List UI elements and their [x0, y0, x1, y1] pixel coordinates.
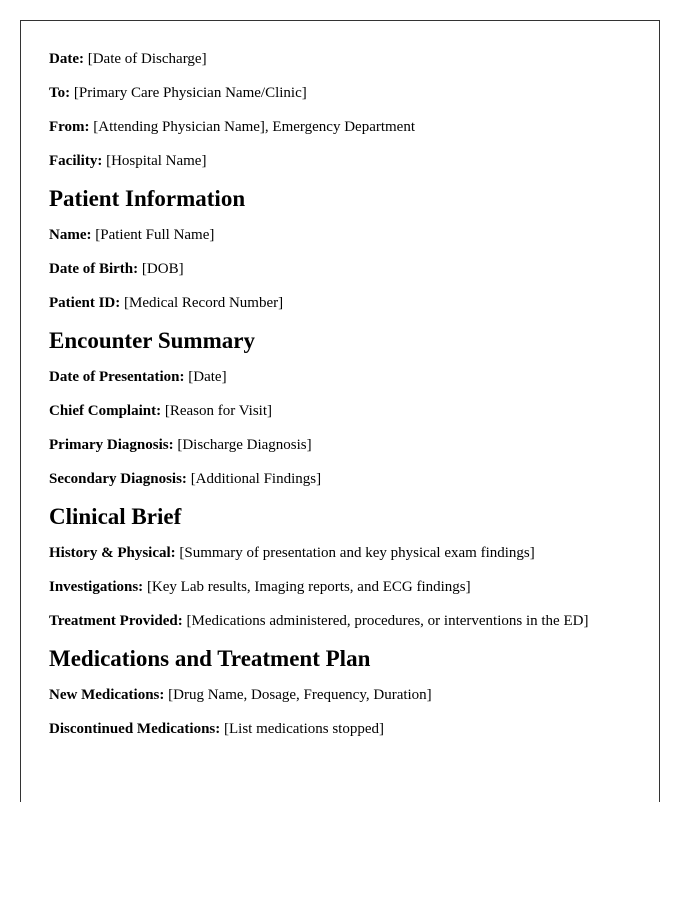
history-physical-field [49, 543, 631, 563]
from-label: From: [49, 119, 90, 135]
facility-value: [Hospital Name] [106, 153, 207, 169]
encounter-summary-heading: Encounter Summary [49, 328, 255, 353]
facility-label: Facility: [49, 153, 103, 169]
from-field [49, 117, 631, 137]
primary-diagnosis-value: [Discharge Diagnosis] [177, 437, 312, 453]
to-label: To: [49, 85, 71, 101]
date-value: [Date of Discharge] [87, 51, 207, 67]
discontinued-medications-value: [List medications stopped] [224, 721, 384, 737]
discontinued-medications-field [49, 719, 631, 739]
patient-name-field [49, 225, 631, 245]
new-medications-value: [Drug Name, Dosage, Frequency, Duration] [168, 687, 432, 703]
to-field [49, 83, 631, 103]
investigations-value: [Key Lab results, Imaging reports, and ECG findings] [146, 579, 471, 595]
primary-diagnosis-label: Primary Diagnosis: [49, 437, 174, 453]
treatment-provided-field [49, 611, 631, 631]
patient-id-value: [Medical Record Number] [124, 295, 284, 311]
patient-name-label: Name: [49, 227, 92, 243]
new-medications-label: New Medications: [49, 687, 165, 703]
date-label: Date: [49, 51, 84, 67]
chief-complaint-field [49, 401, 631, 421]
dob-value: [DOB] [141, 261, 184, 277]
discontinued-medications-label: Discontinued Medications: [49, 721, 221, 737]
treatment-provided-value: [Medications administered, procedures, or interventions in the ED] [186, 613, 589, 629]
secondary-diagnosis-value: [Additional Findings] [190, 471, 322, 487]
primary-diagnosis-field [49, 435, 631, 455]
dob-field [49, 259, 631, 279]
investigations-label: Investigations: [49, 579, 144, 595]
patient-name-value: [Patient Full Name] [95, 227, 215, 243]
medications-plan-heading: Medications and Treatment Plan [49, 646, 371, 671]
facility-field [49, 151, 631, 171]
dob-label: Date of Birth: [49, 261, 139, 277]
clinical-brief-heading: Clinical Brief [49, 504, 182, 529]
date-of-presentation-field [49, 367, 631, 387]
date-of-presentation-label: Date of Presentation: [49, 369, 185, 385]
history-physical-value: [Summary of presentation and key physical exam findings] [179, 545, 535, 561]
date-of-presentation-value: [Date] [188, 369, 227, 385]
patient-id-field [49, 293, 631, 313]
investigations-field [49, 577, 631, 597]
to-value: [Primary Care Physician Name/Clinic] [73, 85, 307, 101]
chief-complaint-value: [Reason for Visit] [164, 403, 272, 419]
from-value: [Attending Physician Name], Emergency Department [93, 119, 416, 135]
treatment-provided-label: Treatment Provided: [49, 613, 183, 629]
history-physical-label: History & Physical: [49, 545, 176, 561]
patient-id-label: Patient ID: [49, 295, 121, 311]
secondary-diagnosis-field [49, 469, 631, 489]
secondary-diagnosis-label: Secondary Diagnosis: [49, 471, 187, 487]
patient-information-heading: Patient Information [49, 186, 246, 211]
chief-complaint-label: Chief Complaint: [49, 403, 162, 419]
date-field [49, 49, 631, 69]
new-medications-field [49, 685, 631, 705]
discharge-letter-page [20, 20, 660, 802]
